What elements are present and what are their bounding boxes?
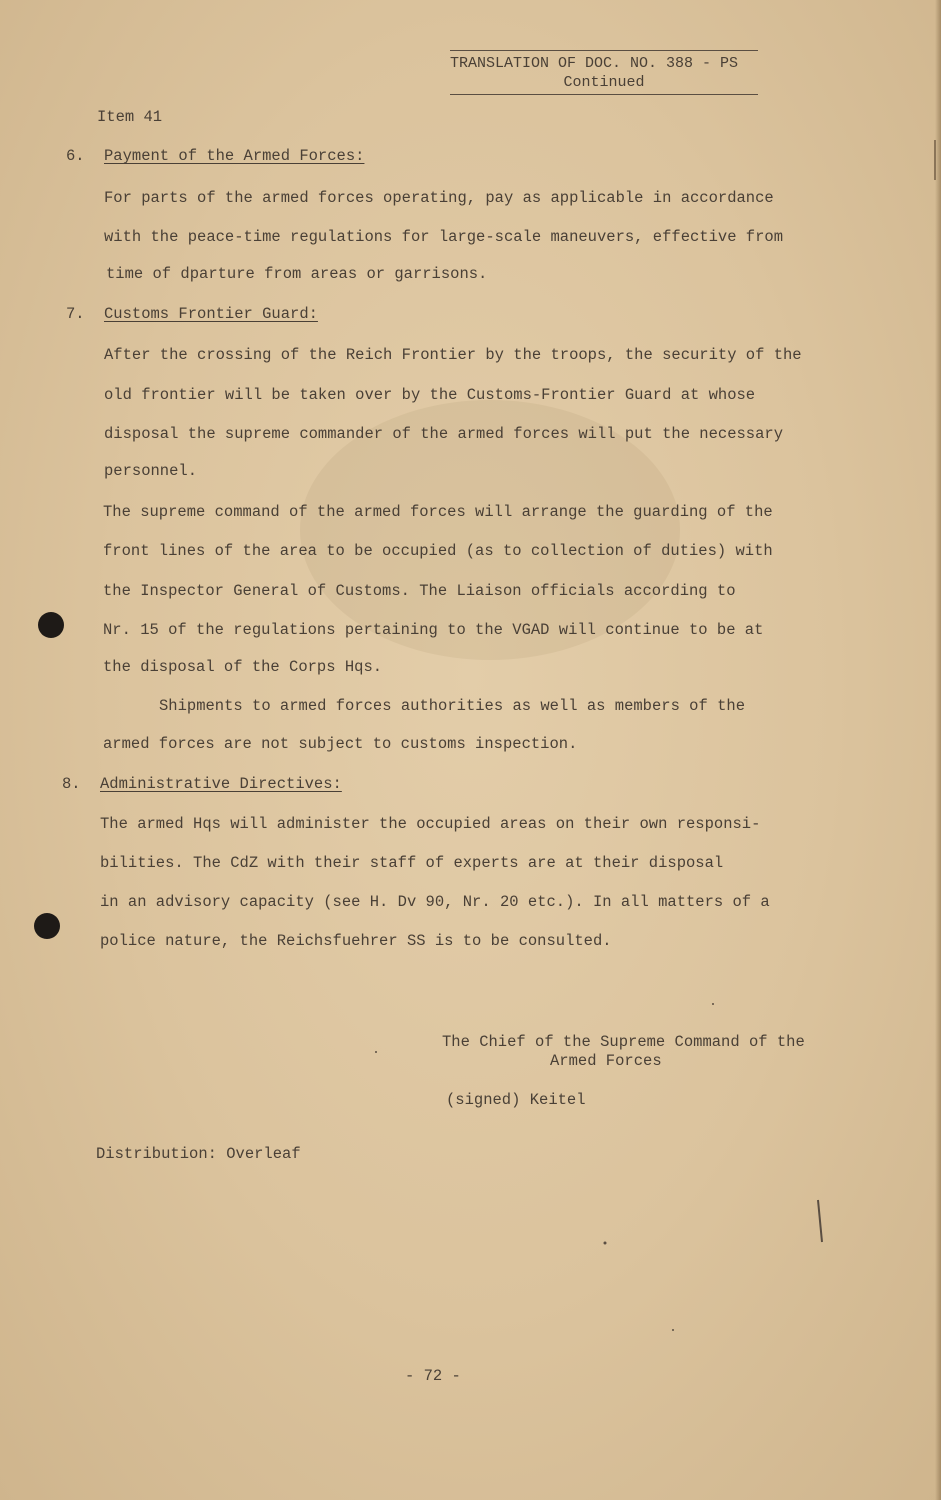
section-6-number: 6. <box>66 147 85 165</box>
section-7-line: The supreme command of the armed forces will arrange the guarding of the <box>103 503 773 521</box>
section-7-line: Nr. 15 of the regulations pertaining to the VGAD will continue to be at <box>103 621 764 639</box>
section-6-line: with the peace-time regulations for large-scale maneuvers, effective from <box>104 228 784 246</box>
section-8-number: 8. <box>62 775 81 793</box>
section-7-line: front lines of the area to be occupied (as to collection of duties) with <box>103 542 773 560</box>
signature-title: The Chief of the Supreme Command of the <box>442 1033 805 1051</box>
header-continued: Continued <box>563 74 645 91</box>
section-8-line: police nature, the Reichsfuehrer SS is to be consulted. <box>100 932 612 950</box>
section-6-title: Payment of the Armed Forces: <box>104 147 365 165</box>
signature-org: Armed Forces <box>550 1052 662 1070</box>
section-7-number: 7. <box>66 305 85 323</box>
signature-signed: (signed) Keitel <box>446 1091 586 1109</box>
item-label: Item 41 <box>97 108 163 126</box>
section-7-line: the disposal of the Corps Hqs. <box>103 658 383 676</box>
section-7-line: armed forces are not subject to customs inspection. <box>103 735 578 753</box>
section-8-line: The armed Hqs will administer the occupied areas on their own responsi- <box>100 815 761 833</box>
section-8-line: bilities. The CdZ with their staff of experts are at their disposal <box>100 854 724 872</box>
section-8-line: in an advisory capacity (see H. Dv 90, Nr. 20 etc.). In all matters of a <box>100 893 770 911</box>
section-7-line: the Inspector General of Customs. The Liaison officials according to <box>103 582 736 600</box>
distribution-note: Distribution: Overleaf <box>96 1145 301 1163</box>
section-7-title: Customs Frontier Guard: <box>104 305 318 323</box>
page-number: - 72 - <box>405 1367 461 1385</box>
section-6-line: For parts of the armed forces operating, pay as applicable in accordance <box>104 189 774 207</box>
section-7-line: After the crossing of the Reich Frontier by the troops, the security of the <box>104 346 802 364</box>
section-8-title: Administrative Directives: <box>100 775 342 793</box>
header-title: TRANSLATION OF DOC. NO. 388 - PS <box>450 55 739 72</box>
section-7-line: Shipments to armed forces authorities as well as members of the <box>159 697 745 715</box>
section-7-line: old frontier will be taken over by the Customs-Frontier Guard at whose <box>104 386 756 404</box>
section-7-line: personnel. <box>104 462 198 480</box>
section-6-line: time of dparture from areas or garrisons. <box>106 265 488 283</box>
section-7-line: disposal the supreme commander of the armed forces will put the necessary <box>104 425 784 443</box>
